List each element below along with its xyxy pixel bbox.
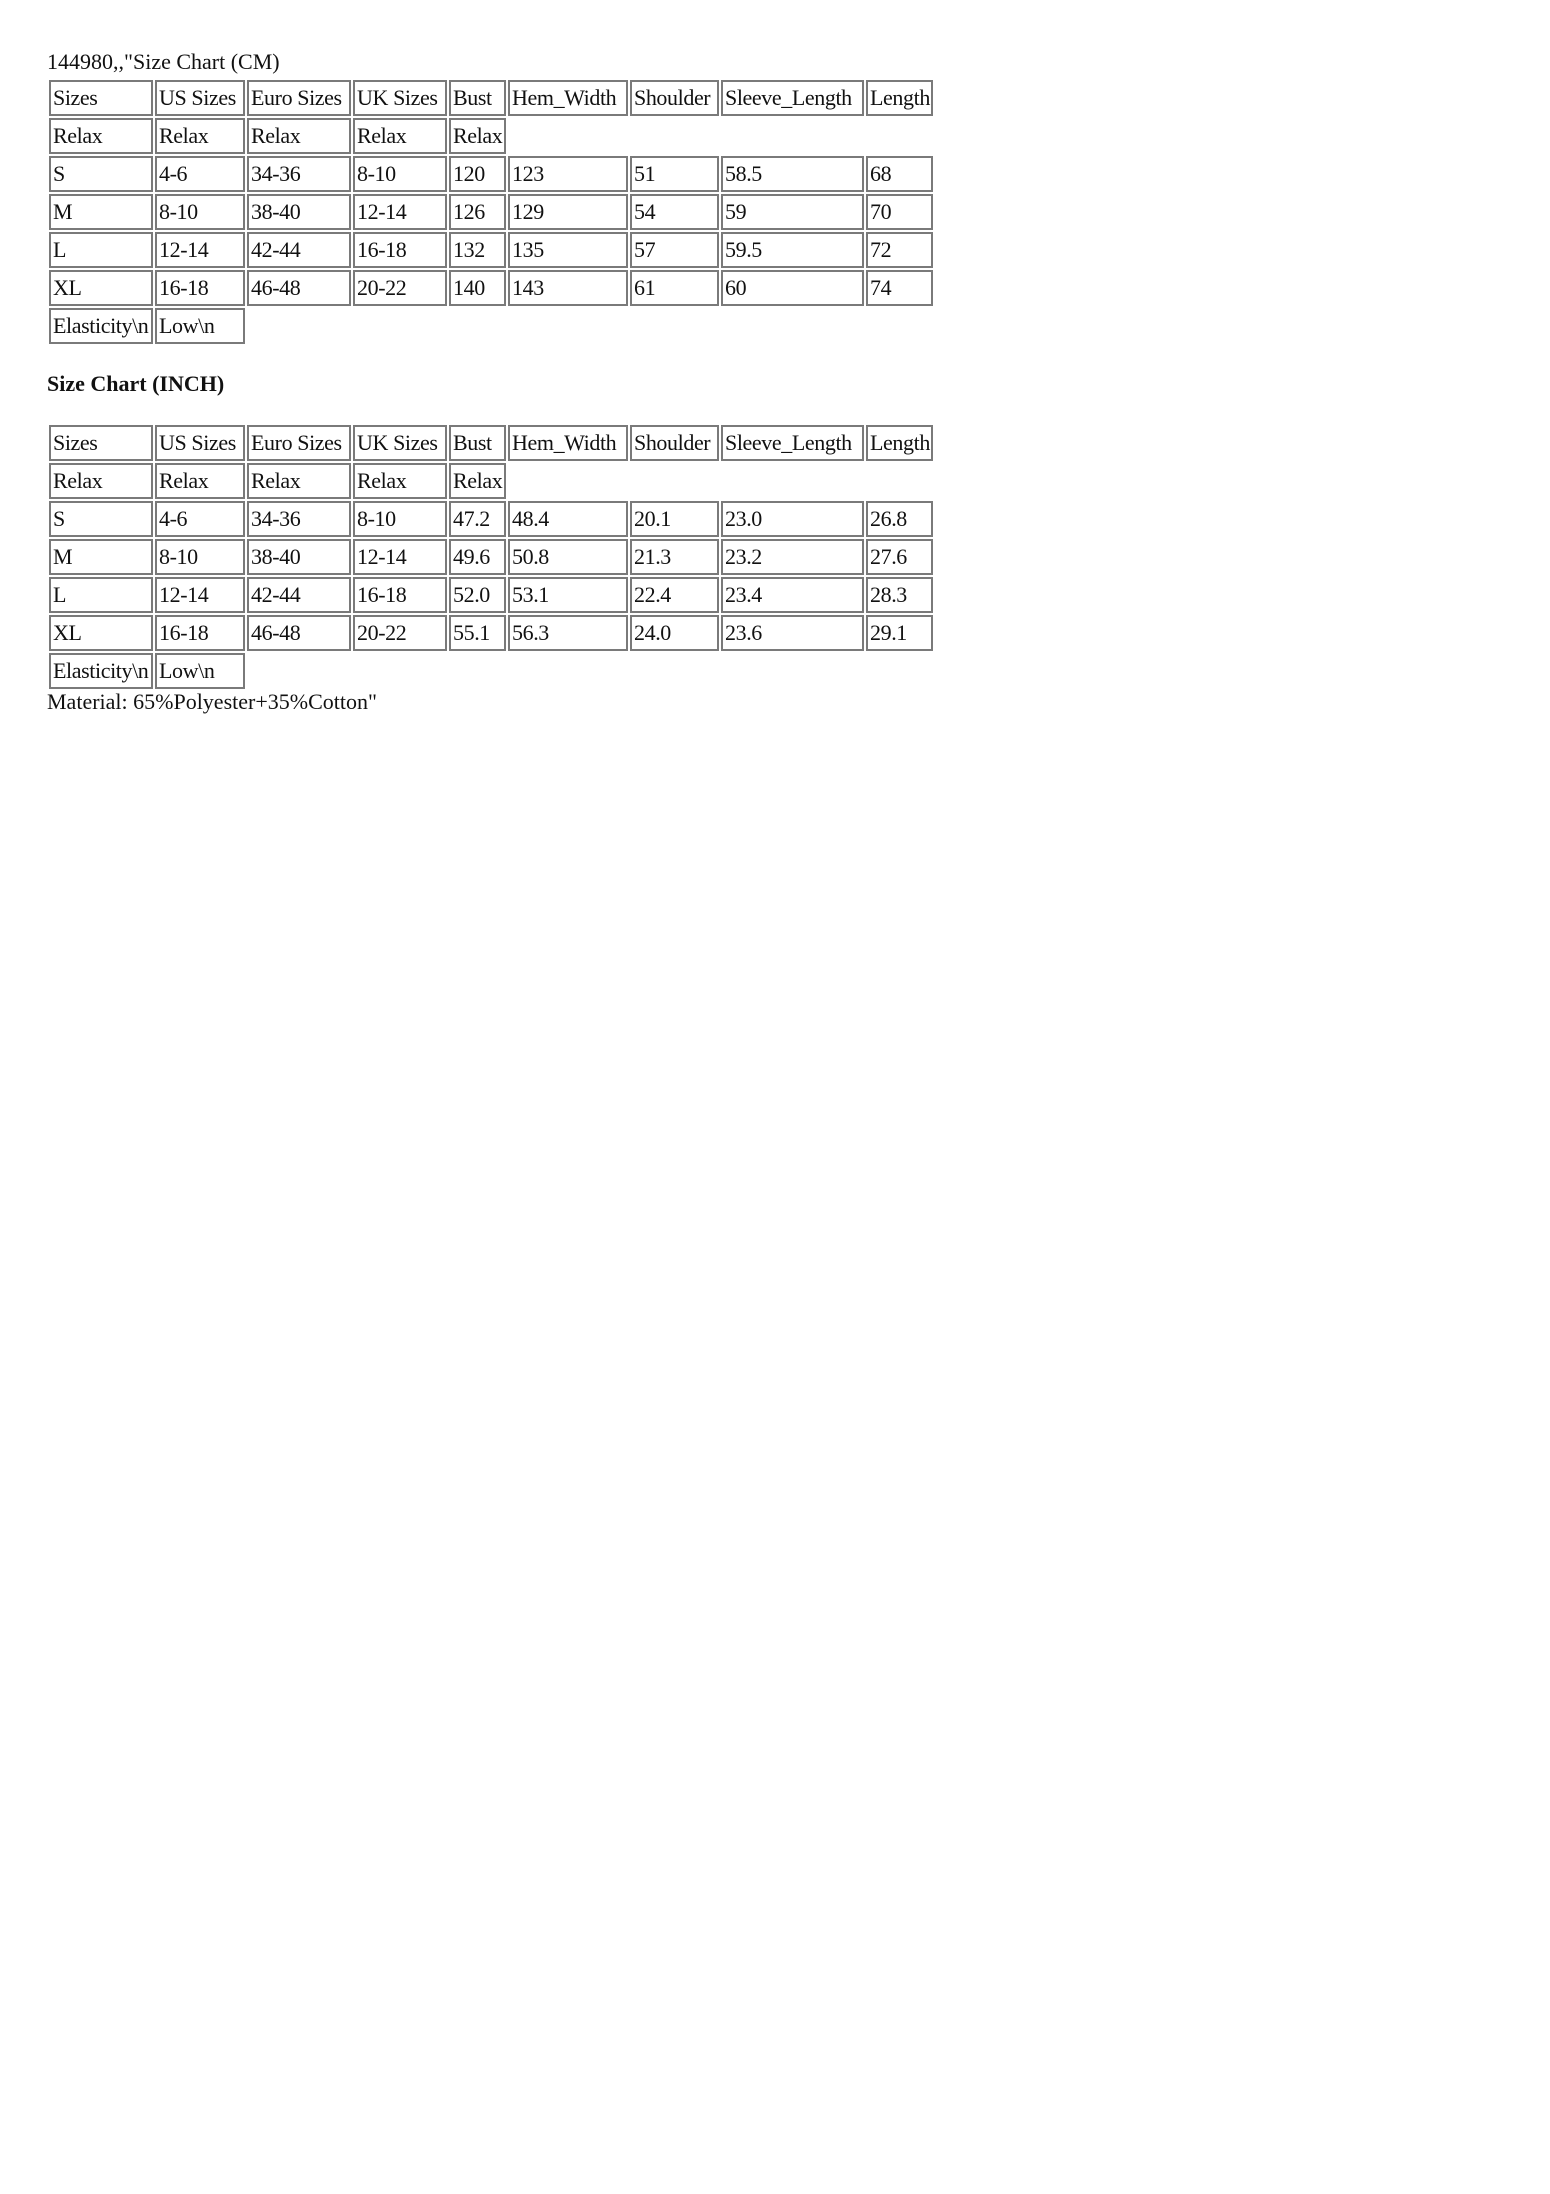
table-cell: 34-36 <box>247 501 351 537</box>
table-cell: Low\n <box>155 653 245 689</box>
table-cell: 42-44 <box>247 577 351 613</box>
table-cell: 74 <box>866 270 933 306</box>
table-cell: XL <box>49 615 153 651</box>
table-cell: 22.4 <box>630 577 719 613</box>
table-cell: 120 <box>449 156 506 192</box>
table-cell: 48.4 <box>508 501 628 537</box>
empty-cell <box>721 653 864 689</box>
table-cell: Sizes <box>49 425 153 461</box>
table-cell: Sleeve_Length <box>721 425 864 461</box>
table-cell: 20.1 <box>630 501 719 537</box>
size-chart-inch-table <box>47 423 935 691</box>
table-cell: 24.0 <box>630 615 719 651</box>
empty-cell <box>508 463 628 499</box>
table-cell: Relax <box>247 463 351 499</box>
table-cell: Relax <box>49 463 153 499</box>
table-cell: 23.0 <box>721 501 864 537</box>
table-cell: Sizes <box>49 80 153 116</box>
table-cell: 59.5 <box>721 232 864 268</box>
table-cell: Low\n <box>155 308 245 344</box>
table-cell: 70 <box>866 194 933 230</box>
header-line: 144980,,"Size Chart (CM) <box>47 49 280 74</box>
empty-cell <box>721 463 864 499</box>
table-cell: S <box>49 501 153 537</box>
size-chart-cm-table <box>47 78 935 346</box>
table-cell: 8-10 <box>155 539 245 575</box>
table-cell: 51 <box>630 156 719 192</box>
table-cell: Relax <box>247 118 351 154</box>
table-cell: 20-22 <box>353 270 447 306</box>
table-cell: Bust <box>449 80 506 116</box>
table-cell: 8-10 <box>353 156 447 192</box>
table-cell: 123 <box>508 156 628 192</box>
table-row <box>49 539 933 575</box>
table-cell: 46-48 <box>247 270 351 306</box>
table-cell: L <box>49 577 153 613</box>
table-cell: 50.8 <box>508 539 628 575</box>
table-cell: 23.4 <box>721 577 864 613</box>
table-cell: 132 <box>449 232 506 268</box>
table-cell: 20-22 <box>353 615 447 651</box>
table-row <box>49 501 933 537</box>
table-cell: Hem_Width <box>508 80 628 116</box>
table-row <box>49 194 933 230</box>
table-cell: UK Sizes <box>353 425 447 461</box>
empty-cell <box>247 308 351 344</box>
table-cell: 26.8 <box>866 501 933 537</box>
empty-cell <box>508 118 628 154</box>
empty-cell <box>630 463 719 499</box>
table-cell: UK Sizes <box>353 80 447 116</box>
table-cell: Shoulder <box>630 425 719 461</box>
table-cell: 4-6 <box>155 156 245 192</box>
table-cell: 8-10 <box>155 194 245 230</box>
table-cell: 12-14 <box>155 577 245 613</box>
table-cell: Length <box>866 425 933 461</box>
table-cell: 42-44 <box>247 232 351 268</box>
empty-cell <box>866 653 933 689</box>
table-cell: Relax <box>155 463 245 499</box>
table-cell: 53.1 <box>508 577 628 613</box>
table-cell: 55.1 <box>449 615 506 651</box>
elasticity-row <box>49 308 933 344</box>
table-cell: 23.6 <box>721 615 864 651</box>
table-cell: 60 <box>721 270 864 306</box>
table-cell: Elasticity\n <box>49 653 153 689</box>
empty-cell <box>866 463 933 499</box>
table-cell: 21.3 <box>630 539 719 575</box>
table-cell: 27.6 <box>866 539 933 575</box>
table-cell: 54 <box>630 194 719 230</box>
empty-cell <box>508 308 628 344</box>
empty-cell <box>449 653 506 689</box>
table-cell: 57 <box>630 232 719 268</box>
table-cell: 143 <box>508 270 628 306</box>
empty-cell <box>247 653 351 689</box>
table-header-row <box>49 80 933 116</box>
table-row <box>49 577 933 613</box>
empty-cell <box>721 308 864 344</box>
table-cell: 16-18 <box>353 232 447 268</box>
table-cell: 8-10 <box>353 501 447 537</box>
table-cell: L <box>49 232 153 268</box>
table-cell: 12-14 <box>353 539 447 575</box>
table-cell: 72 <box>866 232 933 268</box>
table-cell: 16-18 <box>155 270 245 306</box>
table-cell: 4-6 <box>155 501 245 537</box>
table-cell: 28.3 <box>866 577 933 613</box>
table-cell: 29.1 <box>866 615 933 651</box>
table-cell: Sleeve_Length <box>721 80 864 116</box>
empty-cell <box>721 118 864 154</box>
table-cell: 129 <box>508 194 628 230</box>
table-cell: 61 <box>630 270 719 306</box>
table-cell: 16-18 <box>353 577 447 613</box>
table-cell: S <box>49 156 153 192</box>
size-chart-inch-title: Size Chart (INCH) <box>47 371 225 396</box>
table-cell: M <box>49 539 153 575</box>
table-cell: Shoulder <box>630 80 719 116</box>
empty-cell <box>866 308 933 344</box>
table-cell: 68 <box>866 156 933 192</box>
table-cell: Euro Sizes <box>247 425 351 461</box>
table-cell: 140 <box>449 270 506 306</box>
table-cell: Elasticity\n <box>49 308 153 344</box>
table-cell: 12-14 <box>353 194 447 230</box>
empty-cell <box>630 653 719 689</box>
empty-cell <box>353 653 447 689</box>
empty-cell <box>630 118 719 154</box>
empty-cell <box>630 308 719 344</box>
table-cell: 12-14 <box>155 232 245 268</box>
table-cell: 135 <box>508 232 628 268</box>
table-cell: 34-36 <box>247 156 351 192</box>
table-cell: 58.5 <box>721 156 864 192</box>
table-cell: US Sizes <box>155 80 245 116</box>
table-cell: 16-18 <box>155 615 245 651</box>
table-cell: Relax <box>353 118 447 154</box>
table-cell: Length <box>866 80 933 116</box>
table-cell: Relax <box>353 463 447 499</box>
fit-row <box>49 118 933 154</box>
table-cell: 23.2 <box>721 539 864 575</box>
table-cell: Relax <box>449 118 506 154</box>
empty-cell <box>353 308 447 344</box>
table-cell: Hem_Width <box>508 425 628 461</box>
elasticity-row <box>49 653 933 689</box>
table-cell: 52.0 <box>449 577 506 613</box>
empty-cell <box>449 308 506 344</box>
table-cell: Relax <box>449 463 506 499</box>
table-cell: XL <box>49 270 153 306</box>
table-cell: 59 <box>721 194 864 230</box>
table-cell: 49.6 <box>449 539 506 575</box>
empty-cell <box>508 653 628 689</box>
table-cell: US Sizes <box>155 425 245 461</box>
table-header-row <box>49 425 933 461</box>
table-row <box>49 156 933 192</box>
table-cell: Euro Sizes <box>247 80 351 116</box>
table-cell: 126 <box>449 194 506 230</box>
table-row <box>49 270 933 306</box>
table-cell: Bust <box>449 425 506 461</box>
material-line: Material: 65%Polyester+35%Cotton" <box>47 689 377 714</box>
table-cell: 46-48 <box>247 615 351 651</box>
table-cell: 38-40 <box>247 194 351 230</box>
table-row <box>49 232 933 268</box>
table-cell: 47.2 <box>449 501 506 537</box>
table-cell: 38-40 <box>247 539 351 575</box>
table-cell: 56.3 <box>508 615 628 651</box>
empty-cell <box>866 118 933 154</box>
table-cell: Relax <box>155 118 245 154</box>
table-cell: M <box>49 194 153 230</box>
table-row <box>49 615 933 651</box>
table-cell: Relax <box>49 118 153 154</box>
fit-row <box>49 463 933 499</box>
